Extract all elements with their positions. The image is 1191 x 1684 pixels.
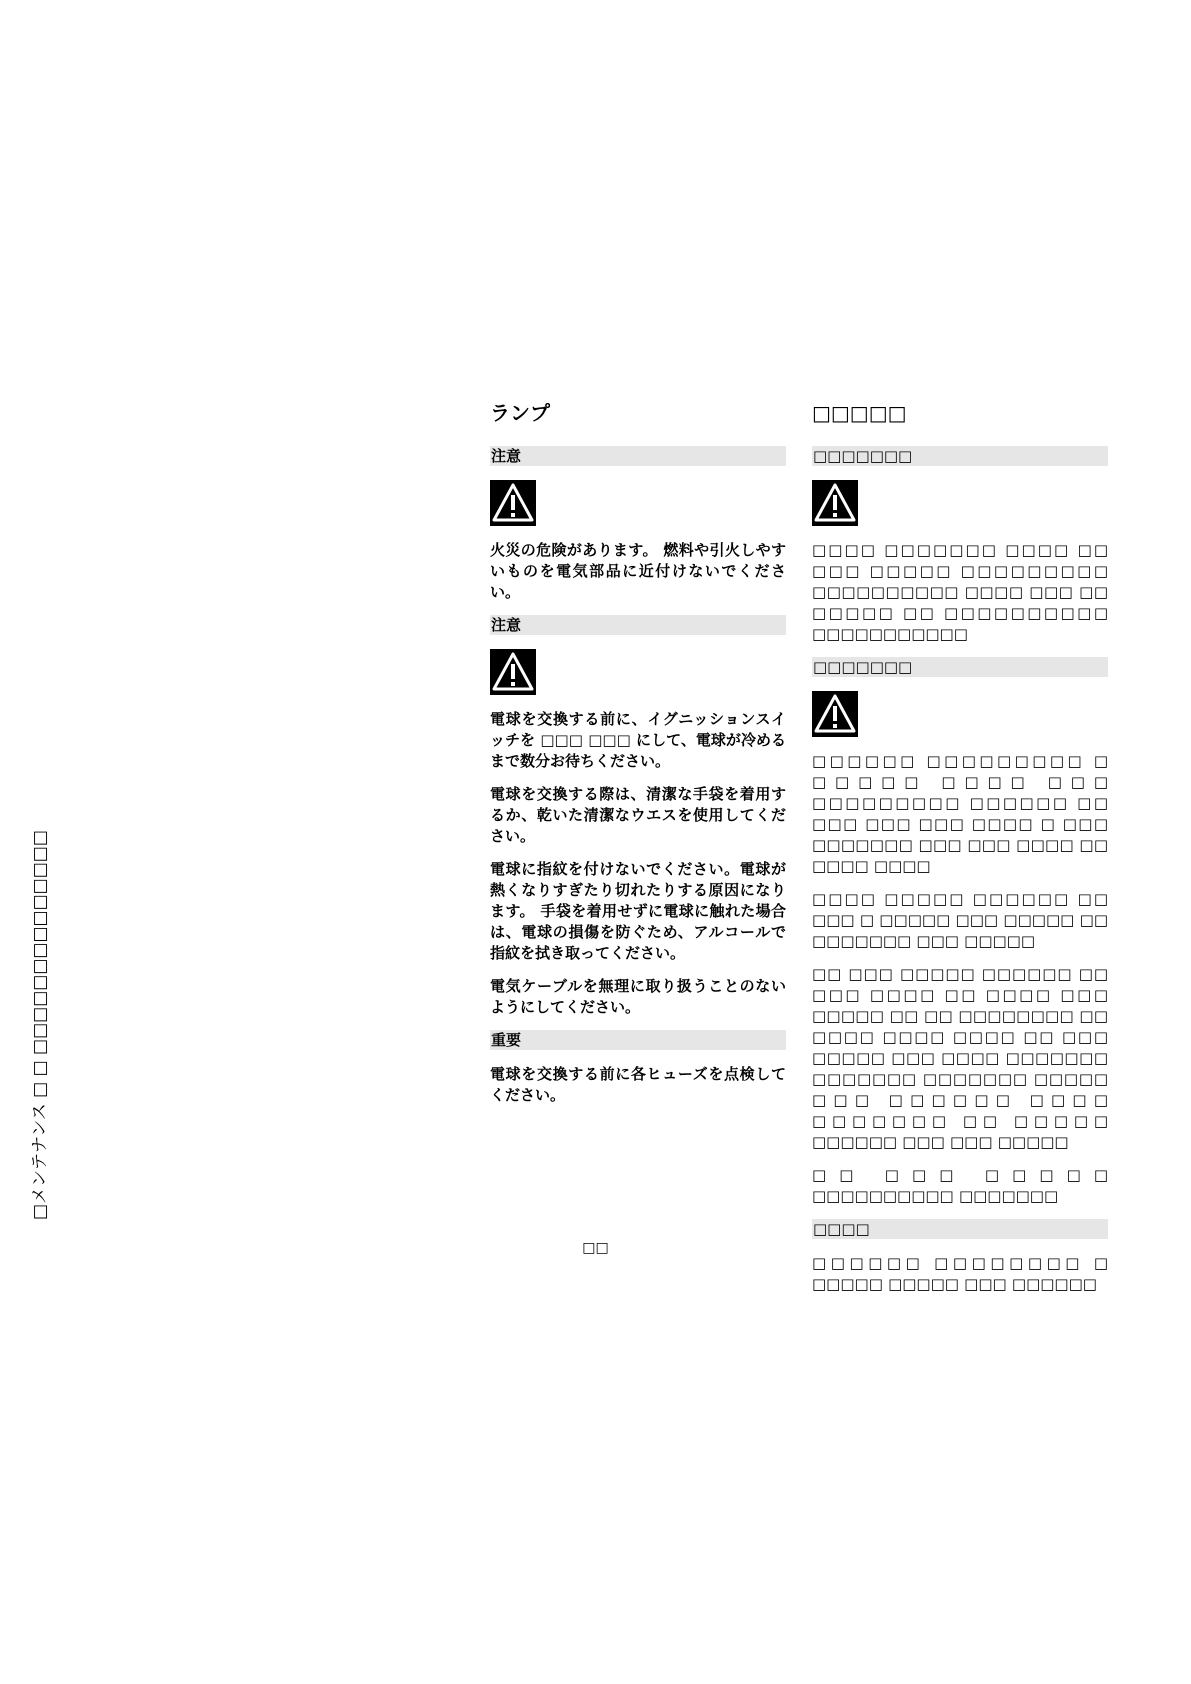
section-title: □□□□□ [812,401,907,425]
important-heading: 重要 [490,1030,786,1050]
warning-triangle-icon [490,480,536,526]
page-number: □□ [582,1240,609,1256]
fire-hazard-paragraph: 火災の危険があります。 燃料や引火しやすいものを電気部品に近付けないでください。 [490,541,786,601]
fuse-check-paragraph: 電球を交換する前に各ヒューズを点検してください。 [490,1065,786,1104]
cable-paragraph: □□ □□□ □□□□□ □□□□□□□□□□ □□□□□□□ [812,1166,1108,1205]
second-language-column [812,400,1108,1307]
caution-heading: 注意 [490,615,786,635]
warning-triangle-icon [812,691,858,737]
caution-heading: 注意 [490,446,786,466]
bulb-replacement-paragraph: 電球を交換する前に、イグニッションスイッチを □□□ □□□ にして、電球が冷めるまで数分お待ちください。 [490,710,786,770]
fuse-check-paragraph: □□□□□□ □□□□□□□□ □ □□□□□ □□□□□ □□□ □□□□□□ [812,1254,1108,1293]
warning-triangle-icon [490,649,536,695]
bulb-replacement-paragraph: □□□□□□ □□□□□□□□□ □ □□□□□ □□□□ □□□ □□□□□□□□□ □□□□□□ □□ □□□ □□□ □□□ □□□□ □ □□□ □□□□□□□ □□□ □□□ □□□□ □□ □□□□ □□□□ [812,752,1108,875]
japanese-column [490,400,786,1118]
side-section-label: □メンテナンス □ □ □□□□□□□□□□□□□□ [30,830,50,1220]
section-title: ランプ [490,401,550,425]
gloves-paragraph: 電球を交換する際は、清潔な手袋を着用するか、乾いた清潔なウエスを使用してください。 [490,785,786,845]
caution-heading: □□□□□□□ [812,446,1108,466]
gloves-paragraph: □□□□ □□□□□ □□□□□□ □□ □□□ □ □□□□□ □□□ □□□□□ □□ □□□□□□□ □□□ □□□□□ [812,890,1108,950]
fingerprint-paragraph: 電球に指紋を付けないでください。電球が熱くなりすぎたり切れたりする原因になります。 手袋を着用せずに電球に触れた場合は、電球の損傷を防ぐため、アルコールで指紋を拭き取ってください。 [490,860,786,962]
warning-triangle-icon [812,480,858,526]
important-heading: □□□□ [812,1219,1108,1239]
fire-hazard-paragraph: □□□□ □□□□□□□ □□□□ □□ □□□ □□□□□ □□□□□□□□□ □□□□□□□□□□ □□□□ □□□ □□ □□□□□ □□ □□□□□□□□□□ □□□□□□□□□□□ [812,541,1108,643]
cable-paragraph: 電気ケーブルを無理に取り扱うことのないようにしてください。 [490,977,786,1016]
fingerprint-paragraph: □□ □□□ □□□□□ □□□□□□ □□ □□□ □□□□ □□ □□□□ □□□ □□□□□ □□ □□ □□□□□□□□ □□ □□□□ □□□□ □□□□ □□ □□□ □□□□□ □□□ □□□□ □□□□□□□ □□□□□□□ □□□□□□□ □□□□□ □□□ □□□□□□ □□□□ □□□□□□□ □□ □□□□□ □□□□□□ □□□ □□□ □□□□□ [812,965,1108,1151]
caution-heading: □□□□□□□ [812,657,1108,677]
